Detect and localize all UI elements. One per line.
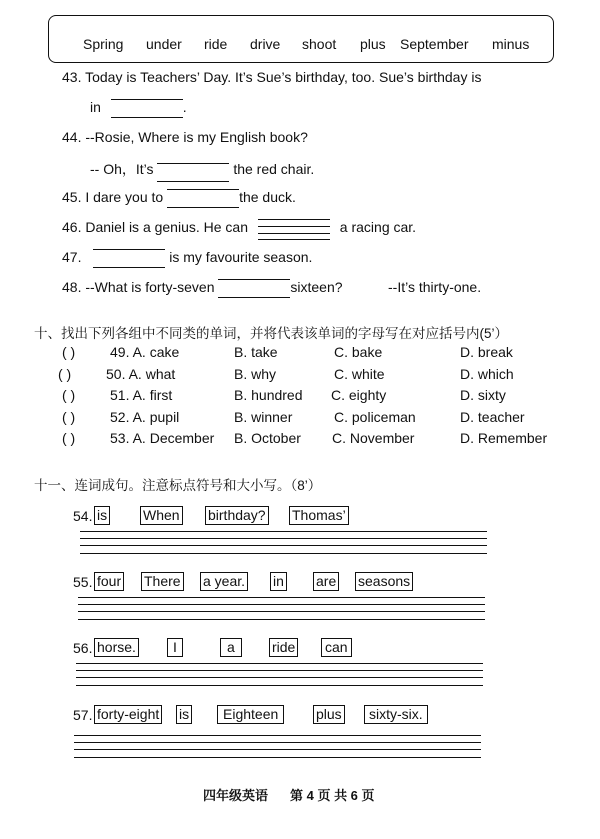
- answer-blank[interactable]: [111, 101, 183, 115]
- question-44-cont: -- Oh，It’s the red chair.: [90, 161, 315, 177]
- section-11-title: 十一、连词成句。注意标点符号和大小写。（8’）: [34, 478, 322, 493]
- question-48: 48. --What is forty-seven sixteen?: [62, 279, 343, 295]
- word-tile[interactable]: horse.: [94, 638, 139, 657]
- question-46: 46. Daniel is a genius. He can a racing car.: [62, 219, 416, 235]
- writing-line: [80, 553, 487, 554]
- word-tile[interactable]: forty-eight: [94, 705, 162, 724]
- question-43-cont: in .: [90, 99, 187, 115]
- option-d: D. which: [460, 366, 514, 382]
- question-45: 45. I dare you to the duck.: [62, 189, 296, 205]
- writing-line: [80, 538, 487, 539]
- word-bank-box: [48, 15, 554, 63]
- option-c: C. November: [332, 430, 415, 446]
- word-tile[interactable]: sixty-six.: [364, 705, 428, 724]
- word-tile[interactable]: Eighteen: [217, 705, 284, 724]
- word-bank-item: minus: [492, 36, 530, 52]
- word-tile[interactable]: is: [176, 705, 192, 724]
- word-tile[interactable]: a year.: [200, 572, 248, 591]
- writing-line: [74, 749, 481, 750]
- paren-50[interactable]: ( ): [58, 366, 72, 382]
- option-c: C. white: [334, 366, 385, 382]
- word-bank-item: shoot: [302, 36, 337, 52]
- option-b: B. winner: [234, 409, 293, 425]
- option-c: C. policeman: [334, 409, 416, 425]
- item-56-number: 56.: [73, 640, 93, 656]
- choice-row-51: 51. A. first: [110, 387, 173, 403]
- choice-row-50: 50. A. what: [106, 366, 176, 382]
- word-tile[interactable]: seasons: [355, 572, 413, 591]
- writing-line: [74, 742, 481, 743]
- writing-line: [76, 677, 483, 678]
- word-tile[interactable]: Thomas’: [289, 506, 349, 525]
- choice-row-53: 53. A. December: [110, 430, 215, 446]
- answer-blank[interactable]: [167, 191, 239, 205]
- question-48-answer: --It’s thirty-one.: [388, 279, 482, 295]
- writing-line: [78, 604, 485, 605]
- option-c: C. eighty: [331, 387, 387, 403]
- writing-line: [78, 611, 485, 612]
- word-bank-item: plus: [360, 36, 386, 52]
- word-tile[interactable]: When: [140, 506, 183, 525]
- footer-subject: 四年级英语: [203, 788, 269, 803]
- word-tile[interactable]: can: [321, 638, 352, 657]
- question-47: 47. is my favourite season.: [62, 249, 313, 265]
- writing-line: [80, 545, 487, 546]
- word-tile[interactable]: in: [270, 572, 287, 591]
- writing-line: [74, 757, 481, 758]
- option-b: B. hundred: [234, 387, 303, 403]
- answer-blank[interactable]: [258, 221, 330, 235]
- word-bank-item: under: [146, 36, 182, 52]
- paren-51[interactable]: ( ): [62, 387, 76, 403]
- word-tile[interactable]: I: [167, 638, 183, 657]
- item-54-number: 54.: [73, 508, 93, 524]
- word-bank-item: Spring: [83, 36, 124, 52]
- option-d: D. Remember: [460, 430, 548, 446]
- word-tile[interactable]: plus: [313, 705, 345, 724]
- option-b: B. why: [234, 366, 277, 382]
- writing-line: [76, 685, 483, 686]
- writing-line[interactable]: [78, 597, 485, 598]
- writing-line[interactable]: [76, 663, 483, 664]
- option-b: B. October: [234, 430, 301, 446]
- word-tile[interactable]: a: [220, 638, 242, 657]
- writing-line: [76, 670, 483, 671]
- section-10-title: 十、找出下列各组中不同类的单词，并将代表该单词的字母写在对应括号内(5’）: [34, 326, 509, 341]
- paren-49[interactable]: ( ): [62, 344, 76, 360]
- item-57-number: 57.: [73, 707, 93, 723]
- option-b: B. take: [234, 344, 278, 360]
- question-43: 43. Today is Teachers’ Day. It’s Sue’s birthday, too. Sue’s birthday is: [62, 69, 482, 85]
- option-d: D. break: [460, 344, 513, 360]
- word-tile[interactable]: ride: [269, 638, 298, 657]
- answer-blank[interactable]: [218, 281, 290, 295]
- choice-row-49: 49. A. cake: [110, 344, 180, 360]
- paren-53[interactable]: ( ): [62, 430, 76, 446]
- word-bank-item: September: [400, 36, 469, 52]
- word-tile[interactable]: is: [94, 506, 110, 525]
- word-tile[interactable]: are: [313, 572, 339, 591]
- choice-row-52: 52. A. pupil: [110, 409, 180, 425]
- footer-page-number: 第 4 页 共 6 页: [290, 788, 375, 803]
- option-d: D. sixty: [460, 387, 506, 403]
- word-bank-item: ride: [204, 36, 228, 52]
- option-c: C. bake: [334, 344, 383, 360]
- writing-line[interactable]: [80, 531, 487, 532]
- writing-line: [78, 619, 485, 620]
- answer-blank[interactable]: [93, 251, 165, 265]
- word-bank-item: drive: [250, 36, 281, 52]
- answer-blank[interactable]: [157, 165, 229, 179]
- question-44: 44. --Rosie, Where is my English book?: [62, 129, 308, 145]
- option-d: D. teacher: [460, 409, 525, 425]
- paren-52[interactable]: ( ): [62, 409, 76, 425]
- word-tile[interactable]: birthday?: [205, 506, 269, 525]
- item-55-number: 55.: [73, 574, 93, 590]
- word-tile[interactable]: There: [141, 572, 184, 591]
- word-tile[interactable]: four: [94, 572, 124, 591]
- writing-line[interactable]: [74, 735, 481, 736]
